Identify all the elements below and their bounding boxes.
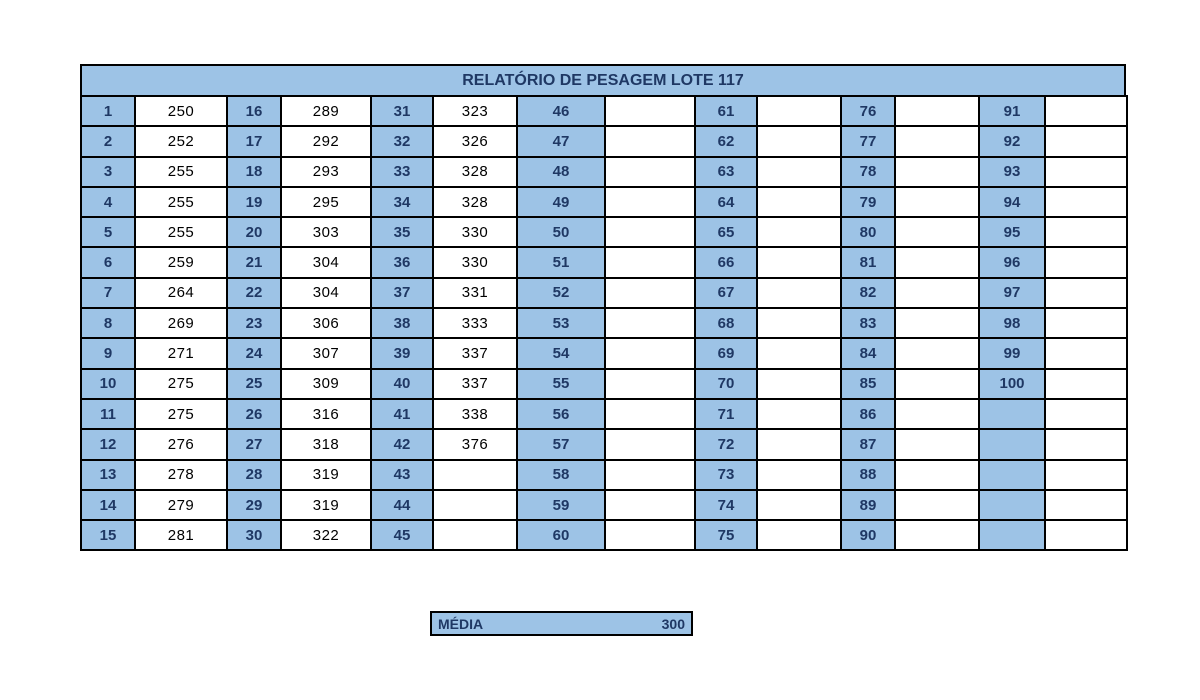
- animal-number: 28: [227, 460, 281, 490]
- weight-value: [1045, 520, 1127, 550]
- animal-number: 12: [81, 429, 135, 459]
- animal-number: 11: [81, 399, 135, 429]
- animal-number: 42: [371, 429, 433, 459]
- animal-number: 88: [841, 460, 895, 490]
- weight-value: [757, 429, 841, 459]
- weight-value: [895, 96, 979, 126]
- weight-value: 304: [281, 278, 371, 308]
- animal-number: 60: [517, 520, 605, 550]
- weight-value: 275: [135, 399, 227, 429]
- weight-value: 292: [281, 126, 371, 156]
- weight-value: [605, 460, 695, 490]
- animal-number: 41: [371, 399, 433, 429]
- animal-number: 81: [841, 247, 895, 277]
- weighing-report: [80, 64, 1126, 551]
- animal-number: 53: [517, 308, 605, 338]
- animal-number: 58: [517, 460, 605, 490]
- animal-number: 98: [979, 308, 1045, 338]
- weight-value: [605, 278, 695, 308]
- animal-number: 27: [227, 429, 281, 459]
- weight-value: [605, 96, 695, 126]
- weight-value: [757, 96, 841, 126]
- table-row: [81, 187, 1127, 217]
- weight-value: 271: [135, 338, 227, 368]
- weight-value: 316: [281, 399, 371, 429]
- weight-value: [757, 460, 841, 490]
- table-row: [81, 429, 1127, 459]
- animal-number: 19: [227, 187, 281, 217]
- animal-number: 68: [695, 308, 757, 338]
- animal-number: 62: [695, 126, 757, 156]
- animal-number: 22: [227, 278, 281, 308]
- average-label: MÉDIA: [438, 615, 484, 632]
- animal-number: 99: [979, 338, 1045, 368]
- animal-number: 9: [81, 338, 135, 368]
- table-row: [81, 520, 1127, 550]
- animal-number: [979, 460, 1045, 490]
- weight-value: 264: [135, 278, 227, 308]
- weight-value: [605, 217, 695, 247]
- animal-number: 55: [517, 369, 605, 399]
- weight-value: 275: [135, 369, 227, 399]
- weight-value: [1045, 460, 1127, 490]
- animal-number: 76: [841, 96, 895, 126]
- weight-value: [433, 460, 517, 490]
- animal-number: 95: [979, 217, 1045, 247]
- animal-number: 39: [371, 338, 433, 368]
- weight-value: [1045, 369, 1127, 399]
- weight-value: [605, 490, 695, 520]
- animal-number: 100: [979, 369, 1045, 399]
- animal-number: 20: [227, 217, 281, 247]
- weight-value: [433, 490, 517, 520]
- weight-value: 295: [281, 187, 371, 217]
- animal-number: 46: [517, 96, 605, 126]
- animal-number: 92: [979, 126, 1045, 156]
- weight-value: 306: [281, 308, 371, 338]
- animal-number: 87: [841, 429, 895, 459]
- animal-number: 36: [371, 247, 433, 277]
- animal-number: 49: [517, 187, 605, 217]
- animal-number: 50: [517, 217, 605, 247]
- animal-number: 73: [695, 460, 757, 490]
- animal-number: 63: [695, 157, 757, 187]
- weight-value: 328: [433, 157, 517, 187]
- animal-number: 79: [841, 187, 895, 217]
- weight-value: [605, 429, 695, 459]
- weight-value: [1045, 399, 1127, 429]
- weight-value: 304: [281, 247, 371, 277]
- weight-value: [757, 157, 841, 187]
- weight-value: [757, 308, 841, 338]
- weight-value: [895, 126, 979, 156]
- weight-value: 319: [281, 490, 371, 520]
- animal-number: 75: [695, 520, 757, 550]
- animal-number: 80: [841, 217, 895, 247]
- animal-number: 51: [517, 247, 605, 277]
- animal-number: 48: [517, 157, 605, 187]
- animal-number: 23: [227, 308, 281, 338]
- animal-number: [979, 520, 1045, 550]
- animal-number: 15: [81, 520, 135, 550]
- weight-value: 322: [281, 520, 371, 550]
- weight-value: 337: [433, 338, 517, 368]
- table-row: [81, 157, 1127, 187]
- animal-number: 89: [841, 490, 895, 520]
- weight-value: [433, 520, 517, 550]
- weight-value: 289: [281, 96, 371, 126]
- weight-value: [757, 399, 841, 429]
- animal-number: 84: [841, 338, 895, 368]
- weight-value: 338: [433, 399, 517, 429]
- weight-value: [1045, 247, 1127, 277]
- table-row: [81, 490, 1127, 520]
- weight-value: 337: [433, 369, 517, 399]
- animal-number: 17: [227, 126, 281, 156]
- weight-value: [605, 247, 695, 277]
- weight-value: [895, 187, 979, 217]
- animal-number: [979, 429, 1045, 459]
- weight-value: [895, 157, 979, 187]
- table-row: [81, 399, 1127, 429]
- weight-value: [757, 278, 841, 308]
- weight-value: [1045, 187, 1127, 217]
- weight-value: 331: [433, 278, 517, 308]
- weight-value: [895, 399, 979, 429]
- animal-number: 44: [371, 490, 433, 520]
- weight-value: 278: [135, 460, 227, 490]
- weight-value: [757, 338, 841, 368]
- animal-number: 74: [695, 490, 757, 520]
- animal-number: 57: [517, 429, 605, 459]
- animal-number: 67: [695, 278, 757, 308]
- weight-value: 318: [281, 429, 371, 459]
- animal-number: 25: [227, 369, 281, 399]
- weight-value: [895, 338, 979, 368]
- animal-number: [979, 399, 1045, 429]
- animal-number: 72: [695, 429, 757, 459]
- weight-value: [1045, 429, 1127, 459]
- weight-value: 276: [135, 429, 227, 459]
- weight-value: 255: [135, 157, 227, 187]
- animal-number: 2: [81, 126, 135, 156]
- animal-number: 97: [979, 278, 1045, 308]
- animal-number: 90: [841, 520, 895, 550]
- weight-value: [1045, 126, 1127, 156]
- animal-number: 91: [979, 96, 1045, 126]
- animal-number: 21: [227, 247, 281, 277]
- weight-value: 303: [281, 217, 371, 247]
- weights-table: [80, 95, 1128, 551]
- animal-number: 16: [227, 96, 281, 126]
- weight-value: [757, 247, 841, 277]
- animal-number: 29: [227, 490, 281, 520]
- animal-number: 1: [81, 96, 135, 126]
- weight-value: 281: [135, 520, 227, 550]
- weight-value: [757, 217, 841, 247]
- weight-value: [605, 338, 695, 368]
- animal-number: 7: [81, 278, 135, 308]
- animal-number: 5: [81, 217, 135, 247]
- weight-value: [895, 278, 979, 308]
- animal-number: 85: [841, 369, 895, 399]
- weight-value: [1045, 308, 1127, 338]
- animal-number: 38: [371, 308, 433, 338]
- animal-number: 77: [841, 126, 895, 156]
- table-row: [81, 278, 1127, 308]
- weight-value: [605, 308, 695, 338]
- animal-number: 35: [371, 217, 433, 247]
- animal-number: 18: [227, 157, 281, 187]
- animal-number: 24: [227, 338, 281, 368]
- table-row: [81, 247, 1127, 277]
- weight-value: 333: [433, 308, 517, 338]
- animal-number: 47: [517, 126, 605, 156]
- report-title: RELATÓRIO DE PESAGEM LOTE 117: [80, 64, 1126, 97]
- animal-number: 32: [371, 126, 433, 156]
- weight-value: 255: [135, 217, 227, 247]
- weight-value: [605, 126, 695, 156]
- weight-value: 252: [135, 126, 227, 156]
- weight-value: 330: [433, 217, 517, 247]
- animal-number: 40: [371, 369, 433, 399]
- table-row: [81, 126, 1127, 156]
- animal-number: 13: [81, 460, 135, 490]
- average-summary: [430, 611, 693, 636]
- weight-value: 307: [281, 338, 371, 368]
- animal-number: 31: [371, 96, 433, 126]
- weight-value: 309: [281, 369, 371, 399]
- table-row: [81, 217, 1127, 247]
- animal-number: 64: [695, 187, 757, 217]
- animal-number: 54: [517, 338, 605, 368]
- animal-number: 96: [979, 247, 1045, 277]
- weight-value: [895, 247, 979, 277]
- weight-value: [895, 520, 979, 550]
- weight-value: 326: [433, 126, 517, 156]
- weight-value: 250: [135, 96, 227, 126]
- weight-value: [895, 460, 979, 490]
- animal-number: 71: [695, 399, 757, 429]
- animal-number: 14: [81, 490, 135, 520]
- weight-value: [757, 520, 841, 550]
- weight-value: [757, 187, 841, 217]
- animal-number: 59: [517, 490, 605, 520]
- weight-value: [1045, 157, 1127, 187]
- animal-number: 34: [371, 187, 433, 217]
- weight-value: [895, 429, 979, 459]
- weight-value: [895, 490, 979, 520]
- animal-number: 56: [517, 399, 605, 429]
- weight-value: [1045, 278, 1127, 308]
- animal-number: 10: [81, 369, 135, 399]
- weight-value: 323: [433, 96, 517, 126]
- table-row: [81, 308, 1127, 338]
- weight-value: 293: [281, 157, 371, 187]
- weight-value: [757, 490, 841, 520]
- weight-value: [1045, 96, 1127, 126]
- weight-value: 279: [135, 490, 227, 520]
- animal-number: 52: [517, 278, 605, 308]
- weight-value: [605, 187, 695, 217]
- animal-number: 8: [81, 308, 135, 338]
- average-value: 300: [661, 615, 685, 632]
- animal-number: 37: [371, 278, 433, 308]
- weight-value: [1045, 490, 1127, 520]
- weight-value: [1045, 338, 1127, 368]
- weight-value: [1045, 217, 1127, 247]
- animal-number: 33: [371, 157, 433, 187]
- weight-value: 255: [135, 187, 227, 217]
- animal-number: 43: [371, 460, 433, 490]
- weight-value: [605, 369, 695, 399]
- weight-value: 330: [433, 247, 517, 277]
- animal-number: 93: [979, 157, 1045, 187]
- animal-number: 26: [227, 399, 281, 429]
- weight-value: [895, 217, 979, 247]
- weight-value: 376: [433, 429, 517, 459]
- animal-number: 45: [371, 520, 433, 550]
- animal-number: 6: [81, 247, 135, 277]
- weight-value: [895, 308, 979, 338]
- weight-value: [605, 157, 695, 187]
- table-row: [81, 369, 1127, 399]
- weight-value: 319: [281, 460, 371, 490]
- animal-number: 82: [841, 278, 895, 308]
- animal-number: 65: [695, 217, 757, 247]
- animal-number: [979, 490, 1045, 520]
- weight-value: [757, 369, 841, 399]
- animal-number: 61: [695, 96, 757, 126]
- weight-value: 328: [433, 187, 517, 217]
- animal-number: 83: [841, 308, 895, 338]
- animal-number: 78: [841, 157, 895, 187]
- table-row: [81, 96, 1127, 126]
- animal-number: 3: [81, 157, 135, 187]
- animal-number: 69: [695, 338, 757, 368]
- weight-value: 269: [135, 308, 227, 338]
- animal-number: 30: [227, 520, 281, 550]
- animal-number: 94: [979, 187, 1045, 217]
- animal-number: 86: [841, 399, 895, 429]
- animal-number: 70: [695, 369, 757, 399]
- animal-number: 66: [695, 247, 757, 277]
- table-row: [81, 338, 1127, 368]
- weight-value: [895, 369, 979, 399]
- weight-value: [757, 126, 841, 156]
- animal-number: 4: [81, 187, 135, 217]
- weight-value: [605, 520, 695, 550]
- weight-value: [605, 399, 695, 429]
- table-row: [81, 460, 1127, 490]
- weight-value: 259: [135, 247, 227, 277]
